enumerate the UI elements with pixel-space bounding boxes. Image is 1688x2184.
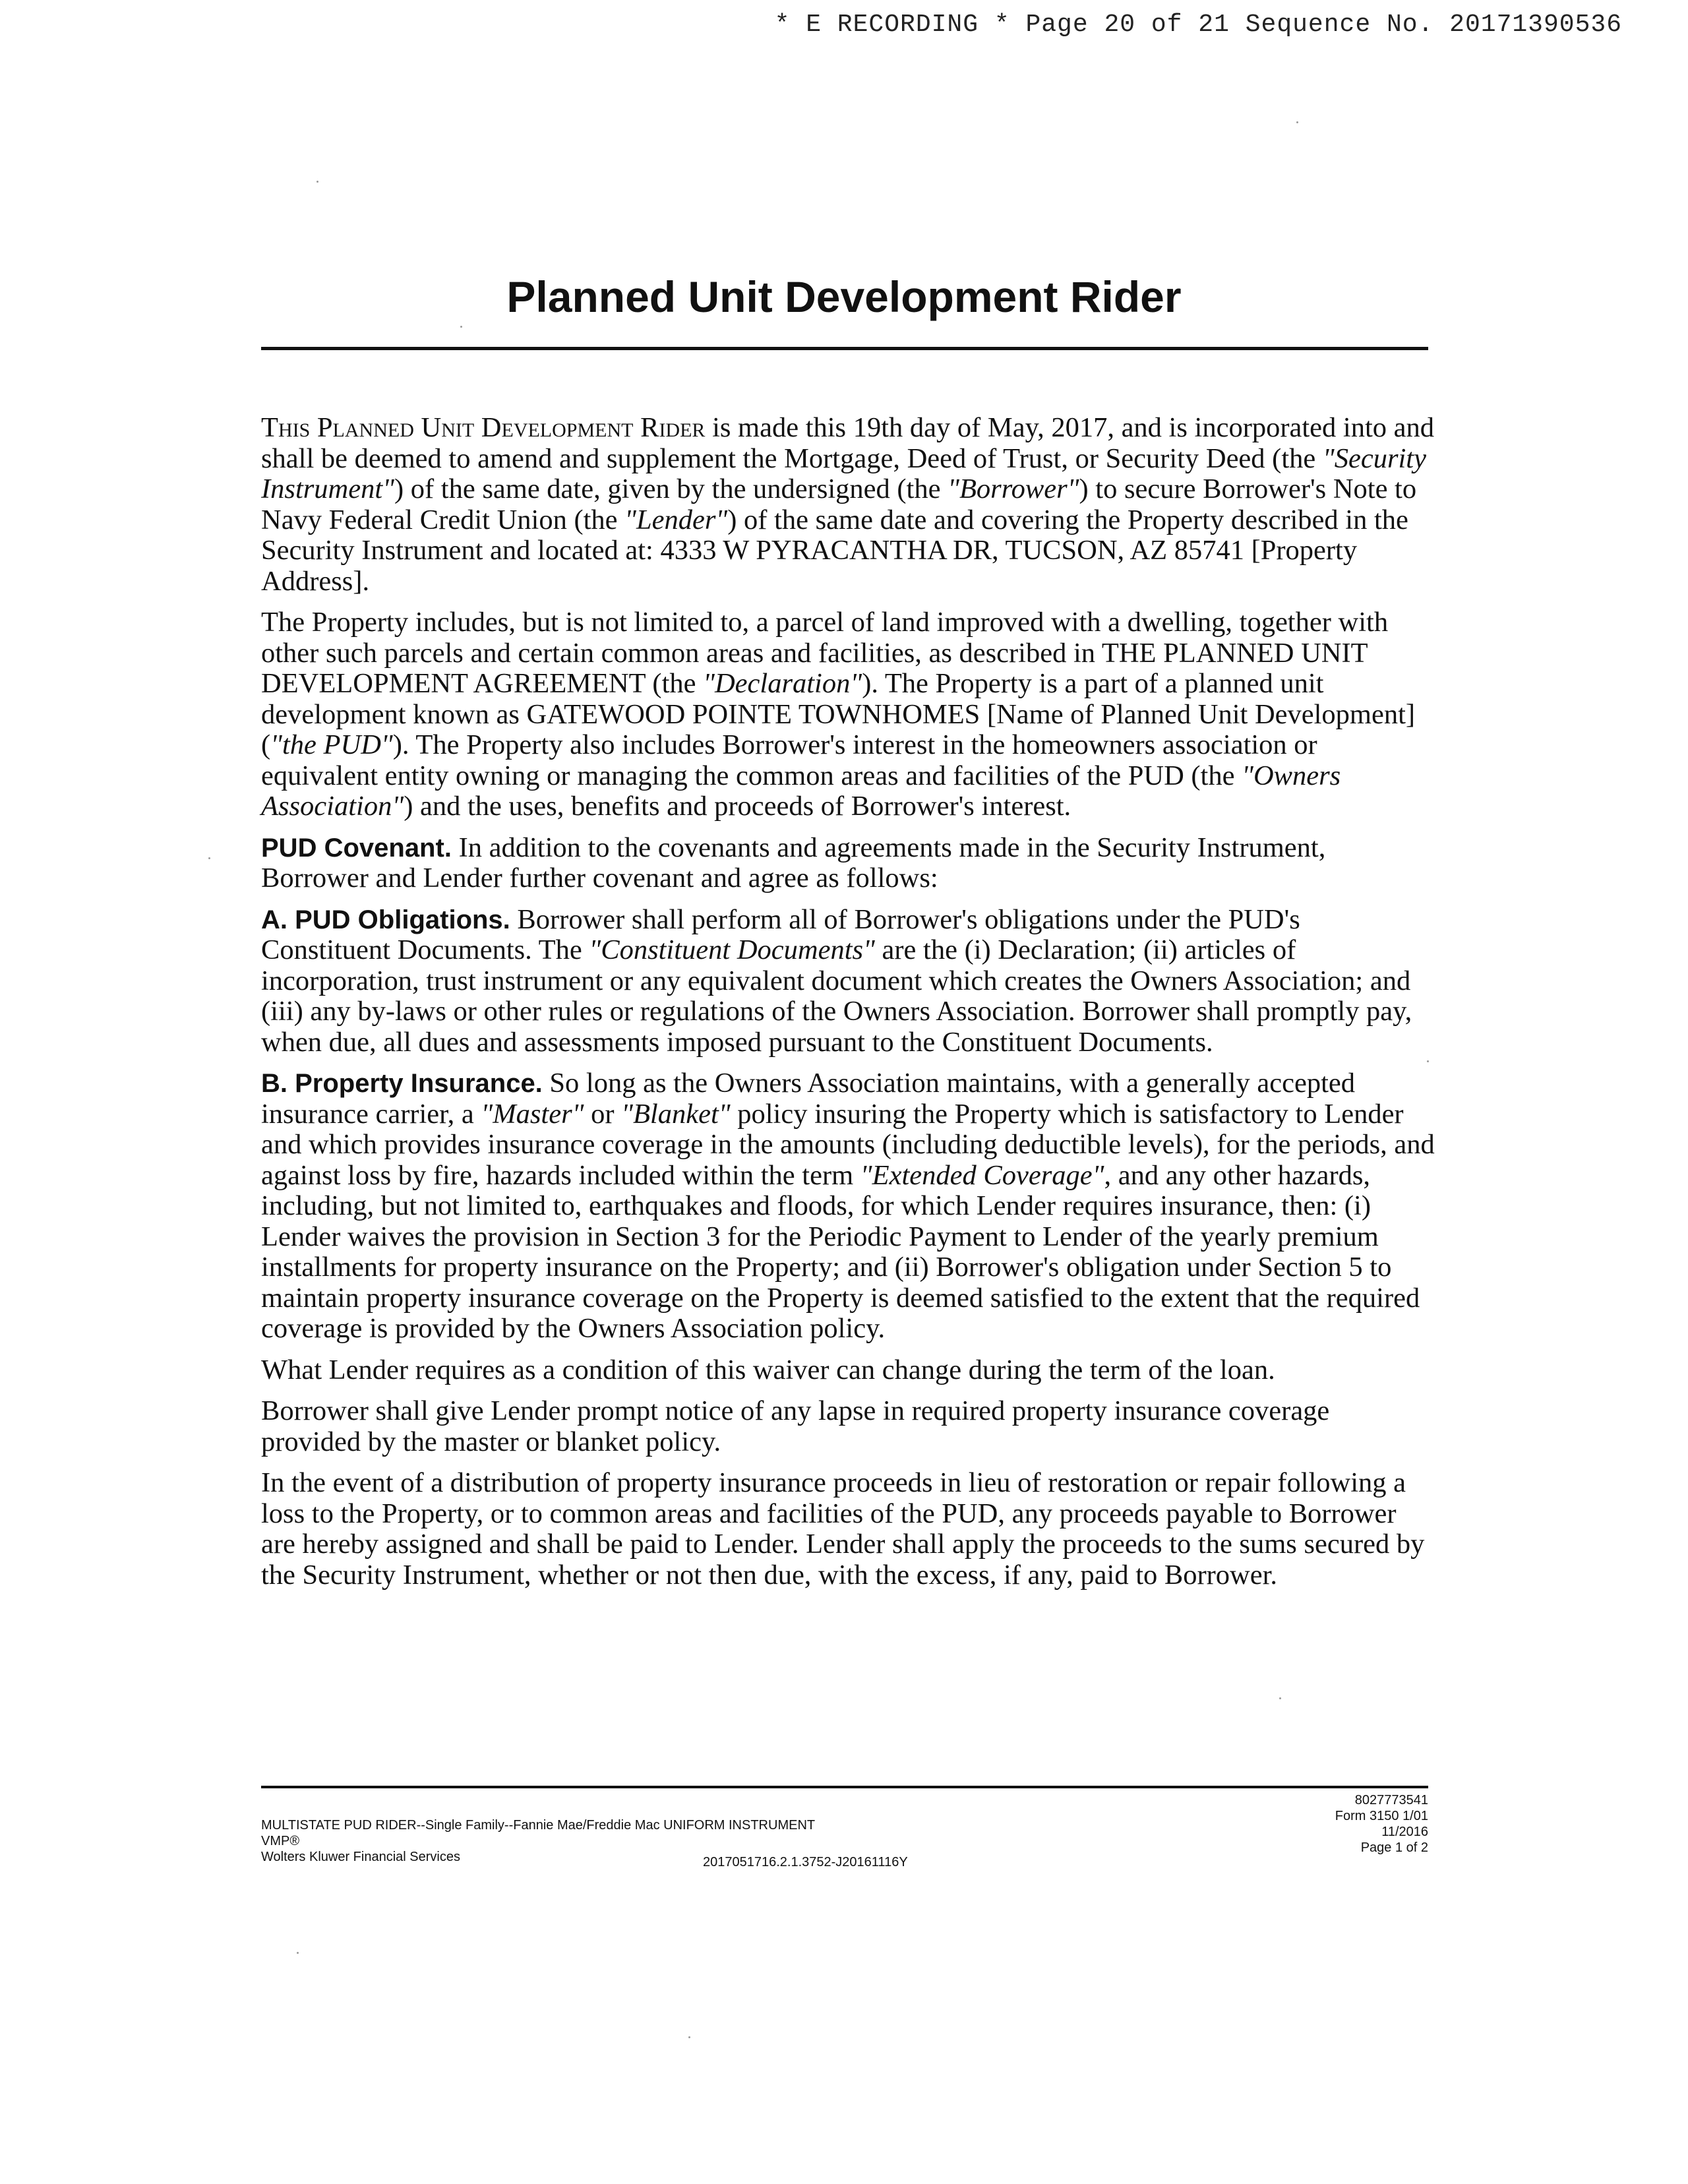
footer-doc-code: 2017051716.2.1.3752-J20161116Y [703, 1855, 908, 1869]
scan-speck [688, 2036, 690, 2038]
scan-speck [1427, 1060, 1429, 1062]
intro-paragraph-2: The Property includes, but is not limited to, a parcel of land improved with a dwelling, together with other such parcels and certain common areas and facilities, as described in THE PLANNED UNIT DEVELOPMENT AGREEMENT (the "Declaration"). The Property is a part of a planned unit development known as GATEWOOD POINTE TOWNHOMES [Name of Planned Unit Development] ("the PUD"). The Property also includes Borrower's interest in the homeowners association or equivalent entity owning or managing the common areas and facilities of the PUD (the "Owners Association") and the uses, benefits and proceeds of Borrower's interest. [261, 607, 1416, 822]
footer-publisher: Wolters Kluwer Financial Services [261, 1850, 460, 1864]
footer-rule [261, 1786, 1428, 1788]
term-blanket: "Blanket" [621, 1098, 731, 1130]
rider-lead: This Planned Unit Development Rider [261, 412, 706, 443]
term-declaration: "Declaration" [703, 668, 862, 699]
scan-speck [460, 326, 462, 328]
term-security-instrument: "Security Instrument" [261, 442, 1426, 504]
scan-speck [316, 181, 318, 183]
scan-speck [1296, 121, 1298, 123]
footer-form-number [1335, 1792, 1428, 1856]
term-borrower: "Borrower" [948, 473, 1079, 504]
distribution-paragraph: In the event of a distribution of property insurance proceeds in lieu of restoration or repair following a loss to the Property, or to common areas and facilities of the PUD, any proceeds payable to Borrower are hereby assigned and shall be paid to Lender. Lender shall apply the proceeds to the sums secured by the Security Instrument, whether or not then due, with the excess, if any, paid to Borrower. [261, 1467, 1425, 1591]
covenant-heading: PUD Covenant. [261, 833, 452, 863]
term-owners-association: "Owners Association" [261, 760, 1341, 822]
term-pud: "the PUD" [270, 729, 393, 760]
title-rule [261, 347, 1428, 350]
page-title: Planned Unit Development Rider [506, 272, 1182, 321]
intro-paragraph-1: This Planned Unit Development Rider is made this 19th day of May, 2017, and is incorporated into and shall be deemed to amend and supplement the Mortgage, Deed of Trust, or Security Deed (the "Security Instrument") of the same date, given by the undersigned (the "Borrower") to secure Borrower's Note to Navy Federal Credit Union (the "Lender") of the same date and covering the Property described in the Security Instrument and located at: 4333 W PYRACANTHA DR, TUCSON, AZ 85741 [Property Address]. [261, 412, 1435, 597]
rider-body [261, 413, 1435, 1601]
footer-vmp: VMP® [261, 1834, 300, 1848]
section-a-paragraph: A. PUD Obligations. Borrower shall perform all of Borrower's obligations under the PUD's Constituent Documents. The "Constituent Documents" are the (i) Declaration; (ii) articles of incorporation, trust instrument or any equivalent document which creates the Owners Association; and (iii) any by-laws or other rules or regulations of the Owners Association. Borrower shall promptly pay, when due, all dues and assessments imposed pursuant to the Constituent Documents. [261, 903, 1412, 1058]
recording-header: * E RECORDING * Page 20 of 21 Sequence No. 20171390536 [774, 11, 1622, 39]
section-b-paragraph: B. Property Insurance. So long as the Owners Association maintains, with a generally accepted insurance carrier, a "Master" or "Blanket" policy insuring the Property which is satisfactory to Lender and which provides insurance coverage in the amounts (including deductible levels), for the periods, and against loss by fire, hazards included within the term "Extended Coverage", and any other hazards, including, but not limited to, earthquakes and floods, for which Lender requires insurance, then: (i) Lender waives the provision in Section 3 for the Periodic Payment to Lender of the yearly premium installments for property insurance on the Property; and (ii) Borrower's obligation under Section 5 to maintain property insurance coverage on the Property is deemed satisfied to the extent that the required coverage is provided by the Owners Association policy. [261, 1068, 1435, 1344]
scan-speck [1279, 1697, 1281, 1699]
section-b-heading: B. Property Insurance. [261, 1069, 543, 1098]
scan-speck [297, 1952, 299, 1954]
section-a-heading: A. PUD Obligations. [261, 905, 510, 934]
footer-form-id: Form 3150 1/01 [1335, 1809, 1428, 1823]
term-extended-coverage: "Extended Coverage" [860, 1159, 1104, 1191]
footer-form-date: 11/2016 [1381, 1825, 1428, 1839]
covenant-paragraph: PUD Covenant. In addition to the covenants and agreements made in the Security Instrument, Borrower and Lender further covenant and agree as follows: [261, 832, 1326, 894]
term-lender: "Lender" [624, 504, 728, 535]
term-master: "Master" [481, 1098, 584, 1130]
notice-paragraph: Borrower shall give Lender prompt notice of any lapse in required property insurance coverage provided by the master or blanket policy. [261, 1395, 1330, 1457]
footer-page-number: Page 1 of 2 [1360, 1840, 1428, 1855]
scan-speck [208, 857, 210, 859]
term-constituent-documents: "Constituent Documents" [589, 934, 875, 965]
waiver-paragraph: What Lender requires as a condition of this waiver can change during the term of the loan. [261, 1354, 1275, 1385]
footer-loan-number: 8027773541 [1354, 1793, 1428, 1807]
footer-form-title: MULTISTATE PUD RIDER--Single Family--Fannie Mae/Freddie Mac UNIFORM INSTRUMENT [261, 1818, 816, 1833]
